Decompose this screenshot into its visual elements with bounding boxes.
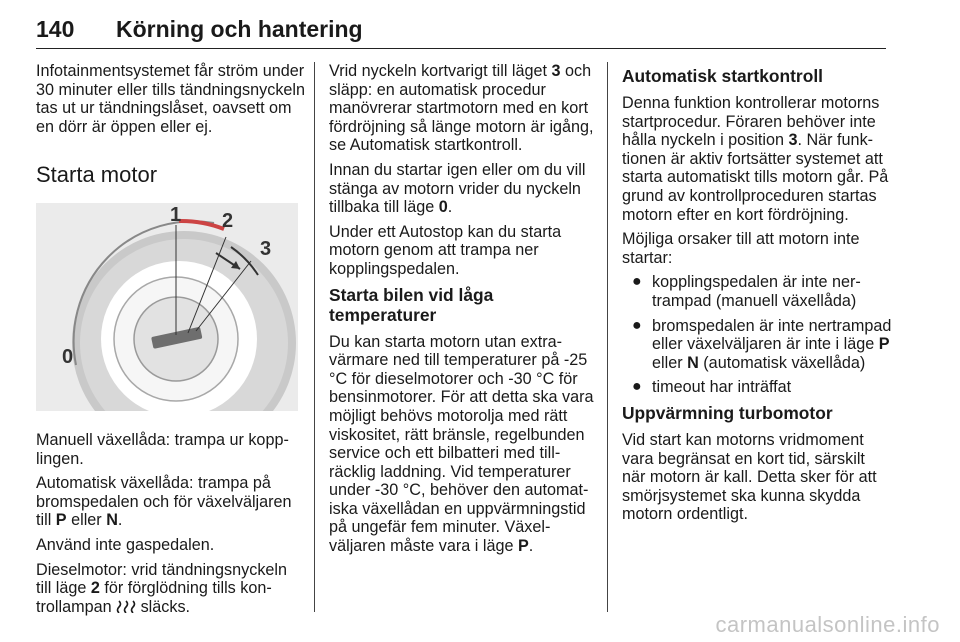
column-2 [329, 62, 599, 562]
intro-paragraph: Infotainmentsystemet får ström under 30 minuter eller tills tändningsnyckeln tas ut ur tändningslåset, oavsett om en dörr är öppen eller ej. [36, 62, 306, 136]
low-temperature-paragraph: Du kan starta motorn utan extravärmare ned till temperaturer på -25 °C för dieselmotorer och -30 °C för bensinmotorer. För att detta ska vara möjligt behövs motorolja med rätt viskositet, rätt bränsle, regelbunden service och ett bilbatteri med tillräcklig laddning. Vid temperaturer under -30 °C, behöver den automatiska växellådan en uppvärmningstid på ungefär fem minuter. Växelväljaren måste vara i läge P. [329, 332, 594, 556]
diesel-paragraph: Dieselmotor: vrid tändningsnyckeln till läge 2 för förglödning tills kontrollampan släcks. [36, 560, 288, 616]
bullet-icon: ● [632, 378, 642, 396]
page-header [36, 16, 886, 50]
manual-gearbox-paragraph: Manuell växellåda: trampa ur kopplingen. [36, 430, 289, 468]
position-label-1: 1 [170, 203, 182, 226]
ignition-switch-figure [36, 203, 298, 411]
header-rule [36, 48, 886, 49]
autostop-paragraph: Under ett Autostop kan du starta motorn genom att trampa ner kopplingspedalen. [329, 222, 562, 278]
no-gas-paragraph: Använd inte gaspedalen. [36, 535, 215, 554]
restart-paragraph: Innan du startar igen eller om du vill stänga av motorn vrider du nyckeln tillbaka till läge 0. [329, 160, 586, 217]
column-3 [622, 62, 892, 530]
column-divider [607, 62, 608, 612]
column-1 [36, 62, 306, 622]
watermark: carmanualsonline.info [715, 612, 940, 637]
section-heading-low-temperatures: Starta bilen vid låga temperaturer [329, 284, 494, 325]
bullet-icon: ● [632, 316, 642, 334]
section-heading-auto-start-control: Automatisk startkontroll [622, 66, 823, 86]
auto-start-paragraph: Denna funktion kontrollerar motorns startprocedur. Föraren behöver inte hålla nyckeln i position 3. När funktionen är aktiv fortsätter systemet att starta automatiskt tills motorn går. På grund av kontrollproceduren startas motorn efter en kort fördröjning. [622, 94, 889, 224]
causes-list [622, 273, 892, 397]
section-heading-turbo-warmup: Uppvärmning turbomotor [622, 402, 833, 423]
page-number: 140 [36, 16, 75, 42]
ignition-switch-illustration [36, 203, 298, 411]
position-label-2: 2 [222, 209, 234, 232]
bullet-icon: ● [632, 273, 642, 291]
possible-causes-paragraph: Möjliga orsaker till att motorn inte startar: [622, 230, 860, 267]
list-item: ● bromspedalen är inte nertrampad eller växelväljaren är inte i läge P eller N (automatisk växellåda) [632, 316, 892, 372]
chapter-title: Körning och hantering [116, 16, 363, 42]
glow-plug-icon [116, 599, 136, 613]
position-label-0: 0 [62, 345, 74, 368]
section-heading-starta-motor: Starta motor [36, 162, 158, 188]
key-turn-paragraph: Vrid nyckeln kortvarigt till läget 3 och släpp: en automatisk procedur manövrerar startmotorn med en kort fördröjning så länge motorn är igång, se Automatisk startkontroll. [329, 62, 594, 155]
list-item: ● timeout har inträffat [632, 378, 792, 397]
list-item: ● kopplingspedalen är inte nertrampad (manuell växellåda) [632, 273, 861, 310]
position-label-3: 3 [260, 237, 272, 260]
turbo-paragraph: Vid start kan motorns vridmoment vara begränsat en kort tid, särskilt när motorn är kall. Detta sker för att smörjsystemet ska kunna skydda motorn ordentligt. [622, 430, 877, 524]
column-divider [314, 62, 315, 612]
automatic-gearbox-paragraph: Automatisk växellåda: trampa på bromspedalen och för växelväljaren till P eller N. [36, 474, 292, 530]
